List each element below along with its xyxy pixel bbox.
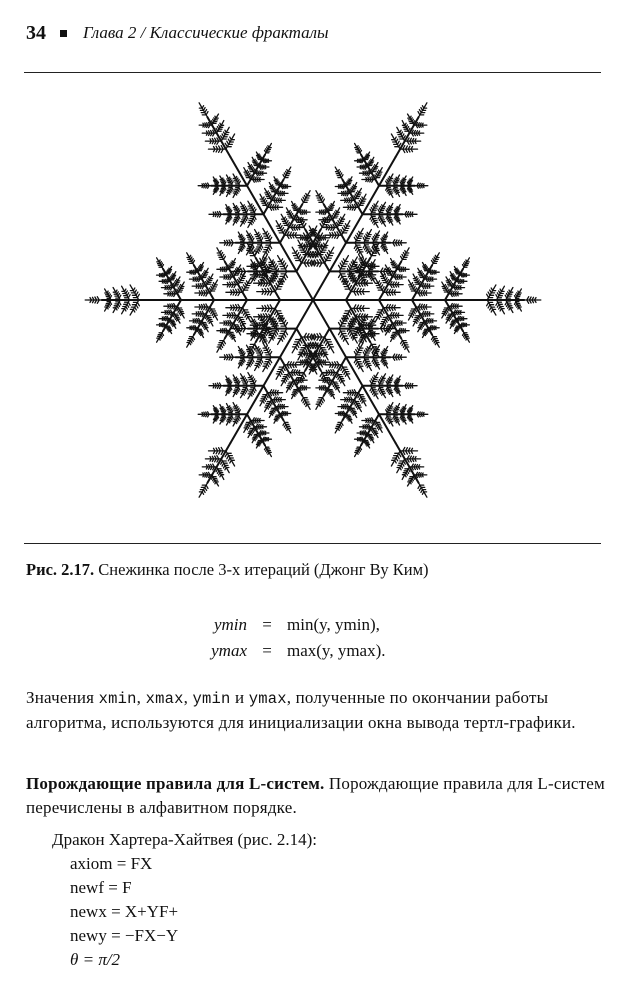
page-number: 34 bbox=[26, 21, 46, 44]
equation-ymin bbox=[170, 615, 440, 635]
equation-lhs: ymin bbox=[213, 615, 247, 634]
paragraph-production-rules bbox=[26, 772, 614, 820]
equation-rhs: min(y, ymin), bbox=[287, 615, 380, 634]
equation-lhs: ymax bbox=[211, 641, 247, 660]
para-text: , bbox=[183, 688, 193, 707]
running-header bbox=[26, 18, 329, 48]
figure-label: Рис. 2.17. bbox=[26, 560, 95, 579]
equation-rhs: max(y, ymax). bbox=[287, 641, 386, 660]
section-heading: Порождающие правила для L-систем. bbox=[26, 774, 325, 793]
para-text: и bbox=[230, 688, 249, 707]
rule-line: newf = F bbox=[70, 878, 132, 897]
snowflake-fractal-figure bbox=[24, 80, 601, 530]
paragraph-window-init bbox=[26, 686, 614, 735]
rule-line: newy = −FX−Y bbox=[70, 926, 179, 945]
header-bullet bbox=[60, 30, 67, 37]
para-text: Значения bbox=[26, 688, 99, 707]
running-title: Глава 2 / Классические фракталы bbox=[83, 23, 329, 42]
code-var: ymax bbox=[248, 690, 287, 708]
code-var: xmax bbox=[145, 690, 184, 708]
figure-caption-text: Снежинка после 3-х итераций (Джонг Ву Ким) bbox=[98, 560, 429, 579]
equation-ymax bbox=[170, 641, 440, 661]
code-var: xmin bbox=[98, 690, 137, 708]
figure-caption bbox=[26, 560, 429, 580]
para-text: , bbox=[136, 688, 146, 707]
para-text: Порождающие правила для L-систем перечислены в алфавитном порядке. bbox=[26, 774, 605, 817]
code-var: ymin bbox=[192, 690, 231, 708]
rules-title: Дракон Хартера-Хайтвея (рис. 2.14): bbox=[52, 830, 317, 849]
equation-op: = bbox=[262, 641, 272, 660]
rule-line: newx = X+YF+ bbox=[70, 902, 179, 921]
top-rule bbox=[24, 72, 601, 73]
equation-op: = bbox=[262, 615, 272, 634]
dragon-rules-block bbox=[52, 828, 317, 972]
figure-bottom-rule bbox=[24, 543, 601, 544]
para-text: , полученные по окончании работы алгоритма, используются для инициализации окна вывода тертл-графики. bbox=[26, 688, 576, 732]
rule-line: axiom = FX bbox=[70, 854, 153, 873]
rule-line: θ = π/2 bbox=[70, 950, 121, 969]
